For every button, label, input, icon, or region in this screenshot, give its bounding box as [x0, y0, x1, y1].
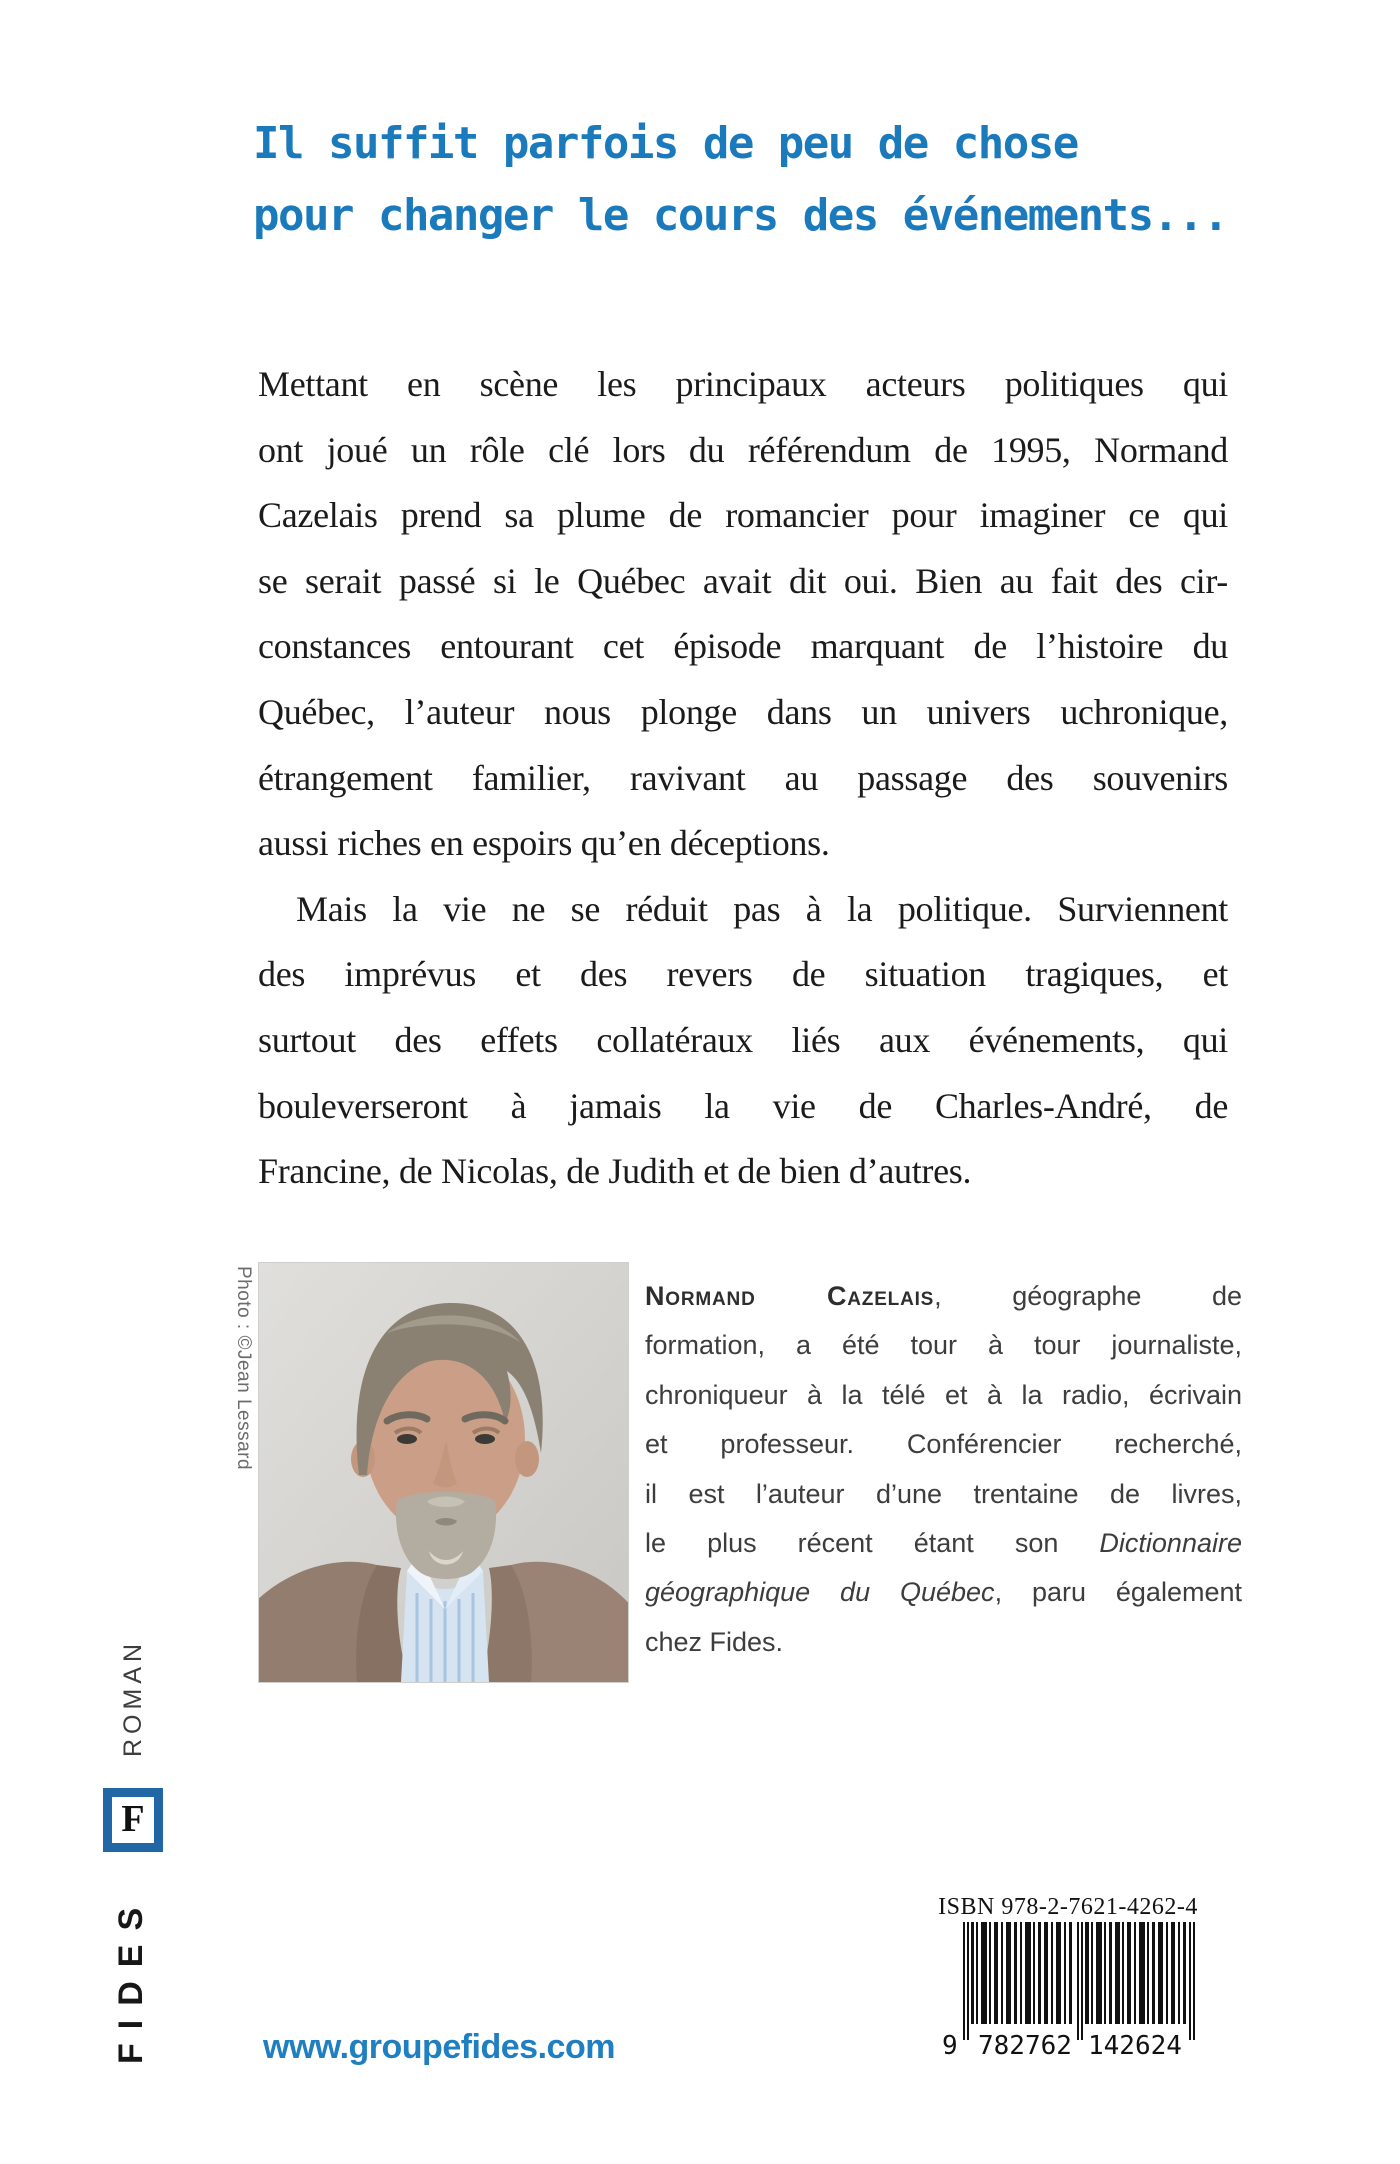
publisher-website: www.groupefides.com [263, 2028, 615, 2066]
tagline-line-1: Il suffit parfois de peu de chose [253, 118, 1078, 169]
publisher-name: FIDES [112, 1893, 150, 2064]
book-title: Dictionnaire [1099, 1528, 1242, 1559]
barcode-digits-right: 142624 [1088, 2031, 1182, 2061]
synopsis-line: bouleverseront à jamais la vie de Charles-André, de [258, 1085, 1228, 1126]
bio-text: , géographe de [934, 1281, 1242, 1311]
synopsis-line: étrangement familier, ravivant au passage des souvenirs [258, 757, 1228, 798]
synopsis [258, 352, 1228, 1205]
bio-line: chroniqueur à la télé et à la radio, écrivain [645, 1379, 1242, 1410]
genre-label: ROMAN [119, 1638, 147, 1757]
synopsis-line: des imprévus et des revers de situation tragiques, et [258, 954, 1228, 995]
synopsis-line: Cazelais prend sa plume de romancier pour imaginer ce qui [258, 495, 1228, 536]
synopsis-line: Mettant en scène les principaux acteurs politiques qui [258, 364, 1228, 404]
bio-text: le plus récent étant son [645, 1528, 1100, 1559]
synopsis-line: aussi riches en espoirs qu’en déceptions. [258, 823, 830, 864]
synopsis-line: Mais la vie ne se réduit pas à la politique. Surviennent [296, 888, 1228, 929]
bio-line: formation, a été tour à tour journaliste, [645, 1330, 1242, 1361]
bio-line [645, 1272, 1242, 1321]
synopsis-line: constances entourant cet épisode marquant de l’histoire du [258, 626, 1228, 667]
author-photo [258, 1262, 629, 1683]
barcode [938, 1922, 1198, 2064]
fides-logo-letter: F [121, 1798, 145, 1840]
synopsis-line: se serait passé si le Québec avait dit oui. Bien au fait des cir- [258, 560, 1228, 601]
author-name: Normand Cazelais [645, 1281, 935, 1311]
fides-logo [103, 1788, 163, 1852]
bio-line [645, 1568, 1242, 1617]
tagline-line-2: pour changer le cours des événements... [253, 190, 1228, 241]
isbn-label: ISBN 978-2-7621-4262-4 [938, 1894, 1198, 1920]
synopsis-line: Francine, de Nicolas, de Judith et de bien d’autres. [258, 1151, 972, 1192]
synopsis-line: Québec, l’auteur nous plonge dans un univers uchronique, [258, 691, 1228, 732]
photo-credit: Photo : ©Jean Lessard [233, 1266, 254, 1471]
synopsis-line: ont joué un rôle clé lors du référendum de 1995, Normand [258, 429, 1228, 470]
author-portrait-illustration [259, 1263, 628, 1682]
bio-text: , paru également [994, 1577, 1242, 1608]
barcode-digits-left: 782762 [978, 2031, 1072, 2061]
synopsis-line: surtout des effets collatéraux liés aux événements, qui [258, 1019, 1228, 1060]
bio-line: et professeur. Conférencier recherché, [645, 1429, 1242, 1460]
barcode-digit-lead: 9 [942, 2031, 958, 2061]
bio-line [645, 1519, 1242, 1568]
book-title: géographique du Québec [645, 1577, 995, 1608]
bio-line: il est l’auteur d’une trentaine de livres, [645, 1478, 1242, 1509]
bio-line: chez Fides. [645, 1626, 784, 1657]
author-bio [645, 1272, 1242, 1667]
